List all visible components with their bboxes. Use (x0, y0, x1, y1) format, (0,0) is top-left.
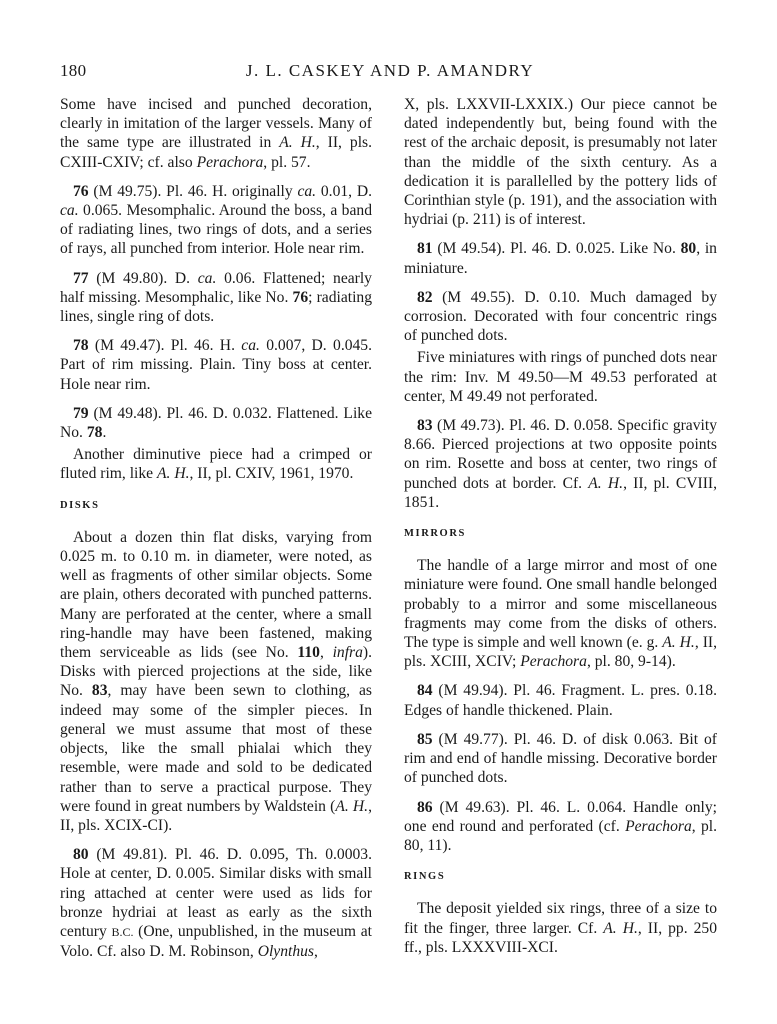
catalogue-entry-76: 76 (M 49.75). Pl. 46. H. originally ca. 0.01, D. ca. 0.065. Mesomphalic. Around the boss, a band of radiating lines, two rings of dots, and a series of rays, all punched from interior. Hole near rim. (60, 182, 372, 258)
left-column (60, 95, 372, 971)
section-heading-disks: DISKS (60, 499, 100, 511)
catalogue-entry-82: 82 (M 49.55). D. 0.10. Much damaged by corrosion. Decorated with four concentric rings of punched dots. (404, 288, 717, 345)
catalogue-entry-77: 77 (M 49.80). D. ca. 0.06. Flattened; nearly half missing. Mesomphalic, like No. 76; radiating lines, single ring of dots. (60, 269, 373, 326)
paragraph-continued: Some have incised and punched decoration, clearly in imitation of the larger vessels. Many of the same type are illustrated in A. H., II, pls. CXIII-CXIV; cf. also Perachora, pl. 57. (60, 96, 373, 171)
right-column (404, 95, 717, 967)
paragraph: Another diminutive piece had a crimped or fluted rim, like A. H., II, pl. CXIV, 1961, 1970. (60, 446, 372, 483)
section-heading-mirrors: MIRRORS (404, 528, 466, 540)
running-title: J. L. CASKEY AND P. AMANDRY (245, 61, 535, 80)
paragraph-continued: X, pls. LXXVII-LXXIX.) Our piece cannot be dated independently but, being found with the rest of the archaic deposit, is presumably not later than the middle of the sixth century. As a dedication it is parallelled by the pottery lids of Corinthian style (p. 191), and the association with hydriai (p. 211) is of interest. (404, 96, 717, 229)
page-number: 180 (60, 61, 87, 80)
rings-intro: The deposit yielded six rings, three of a size to fit the finger, three larger. Cf. A. H., II, pp. 250 ff., pls. LXXXVIII-XCI. (404, 900, 718, 956)
mirrors-intro: The handle of a large mirror and most of one miniature were found. One small handle belonged probably to a mirror and some miscellaneous fragments may come from the disks of others. The type is simple and well known (e. g. A. H., II, pls. XCIII, XCIV; Perachora, pl. 80, 9-14). (404, 557, 717, 671)
catalogue-entry-78: 78 (M 49.47). Pl. 46. H. ca. 0.007, D. 0.045. Part of rim missing. Plain. Tiny boss at center. Hole near rim. (60, 337, 373, 393)
paragraph: Five miniatures with rings of punched dots near the rim: Inv. M 49.50—M 49.53 perforated at center, M 49.49 not perforated. (404, 349, 717, 405)
catalogue-entry-86: 86 (M 49.63). Pl. 46. L. 0.064. Handle only; one end round and perforated (cf. Perachora, pl. 80, 11). (404, 798, 718, 854)
disks-intro: About a dozen thin flat disks, varying from 0.025 m. to 0.10 m. in diameter, were noted, as well as fragments of other similar objects. Some are plain, others decorated with punched patterns. Many are perforated at the center, where a small ring-handle may have been fastened, making them serviceable as lids (see No. 110, infra). Disks with pierced projections at the side, like No. 83, may have been sewn to clothing, as indeed may some of the simpler pieces. In general we must assume that most of these objects, like the small phialai which they resemble, were made and sold to be dedicated rather than to serve a practical purpose. They were found in great numbers by Waldstein (A. H., II, pls. XCIX-CI). (60, 528, 373, 834)
catalogue-entry-81: 81 (M 49.54). Pl. 46. D. 0.025. Like No. 80, in miniature. (404, 240, 717, 277)
running-head (60, 61, 720, 85)
catalogue-entry-84: 84 (M 49.94). Pl. 46. Fragment. L. pres. 0.18. Edges of handle thickened. Plain. (404, 682, 717, 719)
catalogue-entry-83: 83 (M 49.73). Pl. 46. D. 0.058. Specific gravity 8.66. Pierced projections at two opposite points on rim. Rosette and boss at center, two rings of punched dots at border. Cf. A. H., II, pl. CVIII, 1851. (404, 417, 717, 511)
catalogue-entry-80: 80 (M 49.81). Pl. 46. D. 0.095, Th. 0.0003. Hole at center, D. 0.005. Similar disks with small ring attached at center were used as lids for bronze hydriai at least as early as the sixth century B.C. (One, unpublished, in the museum at Volo. Cf. also D. M. Robinson, Olynthus, (60, 846, 372, 961)
catalogue-entry-85: 85 (M 49.77). Pl. 46. D. of disk 0.063. Bit of rim and end of handle missing. Decorative border of punched dots. (404, 730, 717, 787)
catalogue-entry-79: 79 (M 49.48). Pl. 46. D. 0.032. Flattened. Like No. 78. (60, 404, 372, 442)
section-heading-rings: RINGS (404, 871, 446, 883)
